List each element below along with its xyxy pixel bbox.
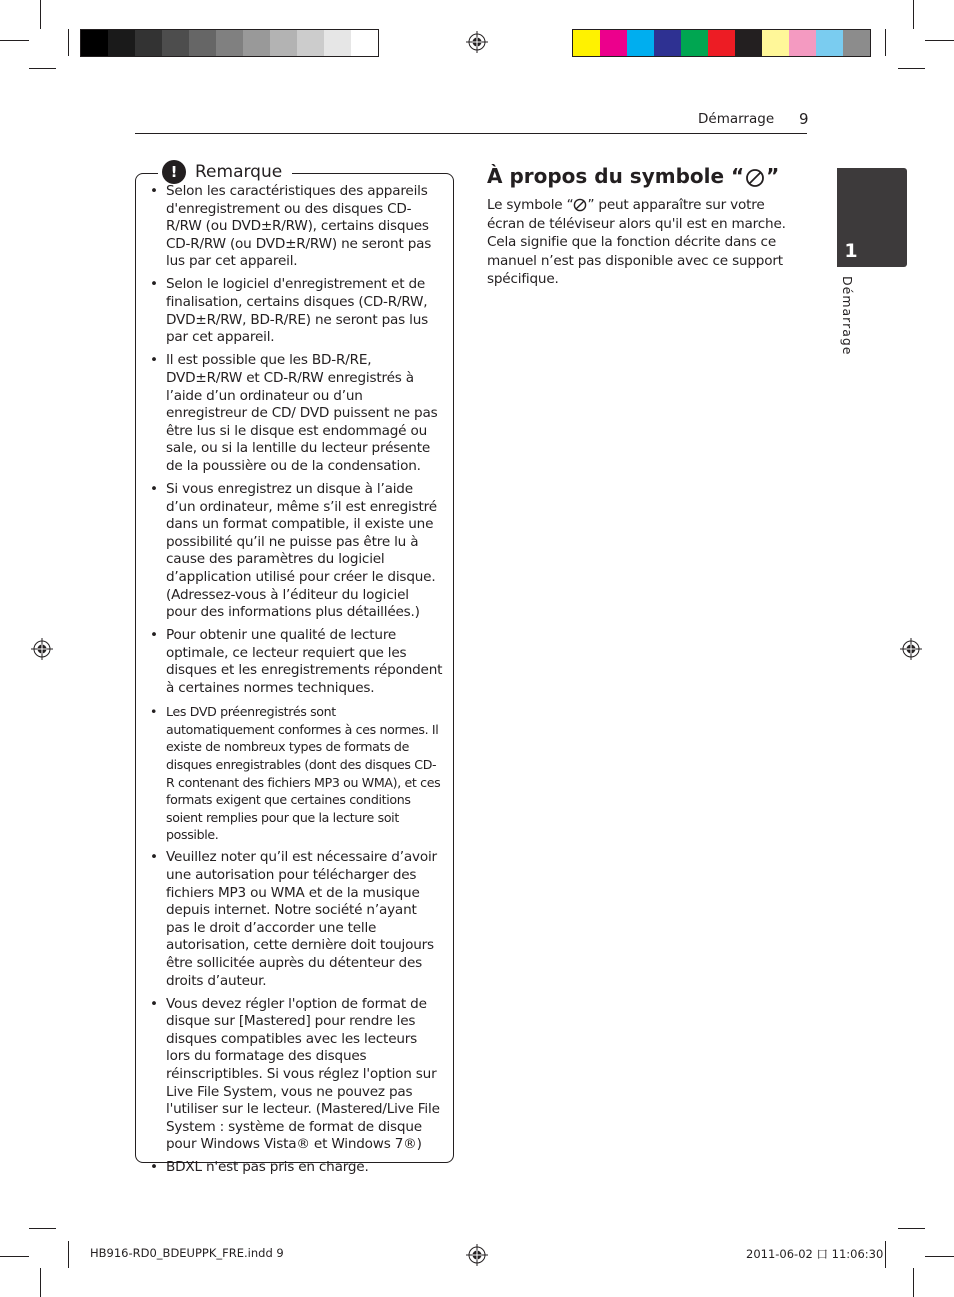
registration-mark-icon <box>31 638 53 660</box>
color-swatch <box>600 30 627 56</box>
color-swatch <box>216 30 243 56</box>
registration-mark-icon <box>466 31 488 53</box>
prohibited-symbol-icon <box>745 168 765 188</box>
crop-mark <box>29 1228 56 1229</box>
running-header-section: Démarrage <box>698 111 775 127</box>
exclamation-icon: ! <box>162 160 186 184</box>
color-swatch <box>735 30 762 56</box>
cmyk-color-bar <box>572 29 871 57</box>
header-rule <box>135 133 807 134</box>
section-title <box>487 164 779 188</box>
crop-mark <box>68 29 69 56</box>
color-swatch <box>573 30 600 56</box>
color-swatch <box>627 30 654 56</box>
section-body-text: ” peut apparaître sur votre écran de téléviseur alors qu'il est en marche. Cela signifie que la fonction décrite dans ce manuel n’est pas disponible avec ce support spécifique. <box>487 197 786 288</box>
registration-mark-icon <box>466 1244 488 1266</box>
list-item: • Si vous enregistrez un disque à l’aide d’un ordinateur, même s’il est enregistré dans un format compatible, il existe une possibilité qu’il ne puisse pas être lu à cause des paramètres du logiciel d’application utilisé pour créer le disque. (Adressez-vous à l’éditeur du logiciel pour des informations plus détaillées.) <box>147 481 443 622</box>
color-swatch <box>816 30 843 56</box>
list-item: • Pour obtenir une qualité de lecture optimale, ce lecteur requiert que les disques et les enregistrements répondent à certaines normes techniques. <box>147 627 443 697</box>
color-swatch <box>162 30 189 56</box>
color-swatch <box>789 30 816 56</box>
section-title-close: ” <box>766 164 780 188</box>
color-swatch <box>351 30 378 56</box>
page-number: 9 <box>799 110 809 128</box>
chapter-label: Démarrage <box>840 276 855 356</box>
footer-filename: HB916-RD0_BDEUPPK_FRE.indd 9 <box>90 1246 284 1260</box>
crop-mark <box>885 1241 886 1268</box>
crop-mark <box>913 1268 914 1297</box>
section-body <box>487 196 805 289</box>
color-swatch <box>681 30 708 56</box>
grayscale-color-bar <box>80 29 379 57</box>
crop-mark <box>898 68 925 69</box>
chapter-number: 1 <box>844 240 858 262</box>
list-item: • Veuillez noter qu’il est nécessaire d’avoir une autorisation pour télécharger des fichiers MP3 ou WMA et de la musique depuis internet. Notre société n’ayant pas le droit d’accorder une telle autorisation, cette dernière doit toujours être sollicitée auprès du détenteur des droits d’auteur. <box>147 849 443 990</box>
registration-mark-icon <box>900 638 922 660</box>
crop-mark <box>913 0 914 29</box>
crop-mark <box>68 1241 69 1268</box>
color-swatch <box>189 30 216 56</box>
section-body-text: Le symbole “ <box>487 197 574 213</box>
list-item: • Vous devez régler l'option de format de disque sur [Mastered] pour rendre les disques compatibles avec les lecteurs lors du formatage des disques réinscriptibles. Si vous réglez l'option sur Live File System, vous ne pouvez pas l'utiliser sur le lecteur. (Mastered/Live File System : système de format de disque pour Windows Vista® et Windows 7®) <box>147 996 443 1154</box>
color-swatch <box>762 30 789 56</box>
crop-mark <box>925 40 954 41</box>
crop-mark <box>29 68 56 69</box>
note-list <box>147 183 443 1183</box>
list-item: • Il est possible que les BD-R/RE, DVD±R/RW et CD-R/RW enregistrés à l’aide d’un ordinateur ou d’un enregistreur de CD/ DVD puissent ne pas être lus si le disque est endommagé ou sale, ou si la lentille du lecteur présente de la poussière ou de la condensation. <box>147 352 443 475</box>
crop-mark <box>40 0 41 29</box>
color-swatch <box>297 30 324 56</box>
list-item: • Les DVD préenregistrés sont automatiquement conformes à ces normes. Il existe de nombreux types de formats de disques enregistrables (dont des disques CD-R contenant des fichiers MP3 ou WMA), et ces formats exigent que certaines conditions soient remplies pour que la lecture soit possible. <box>147 703 443 844</box>
prohibited-symbol-icon <box>573 198 587 212</box>
color-swatch <box>654 30 681 56</box>
color-swatch <box>270 30 297 56</box>
crop-mark <box>0 40 29 41</box>
crop-mark <box>40 1268 41 1297</box>
color-swatch <box>135 30 162 56</box>
crop-mark <box>885 29 886 56</box>
note-header <box>158 160 292 184</box>
list-item: • Selon les caractéristiques des appareils d'enregistrement ou des disques CD-R/RW (ou DVD±R/RW), certains disques CD-R/RW (ou DVD±R/RW) ne seront pas lus par cet appareil. <box>147 183 443 271</box>
list-item: • BDXL n'est pas pris en charge. <box>147 1159 443 1177</box>
list-item: • Selon le logiciel d'enregistrement et de finalisation, certains disques (CD-R/RW, DVD±R/RW, BD-R/RE) ne seront pas lus par cet appareil. <box>147 276 443 346</box>
note-title: Remarque <box>195 162 283 182</box>
color-swatch <box>324 30 351 56</box>
color-swatch <box>81 30 108 56</box>
crop-mark <box>898 1228 925 1229</box>
color-swatch <box>243 30 270 56</box>
color-swatch <box>843 30 870 56</box>
footer-timestamp: 2011-06-02 口 11:06:30 <box>746 1247 884 1261</box>
crop-mark <box>925 1256 954 1257</box>
color-swatch <box>108 30 135 56</box>
crop-mark <box>0 1256 29 1257</box>
color-swatch <box>708 30 735 56</box>
section-title-text: À propos du symbole “ <box>487 164 745 188</box>
